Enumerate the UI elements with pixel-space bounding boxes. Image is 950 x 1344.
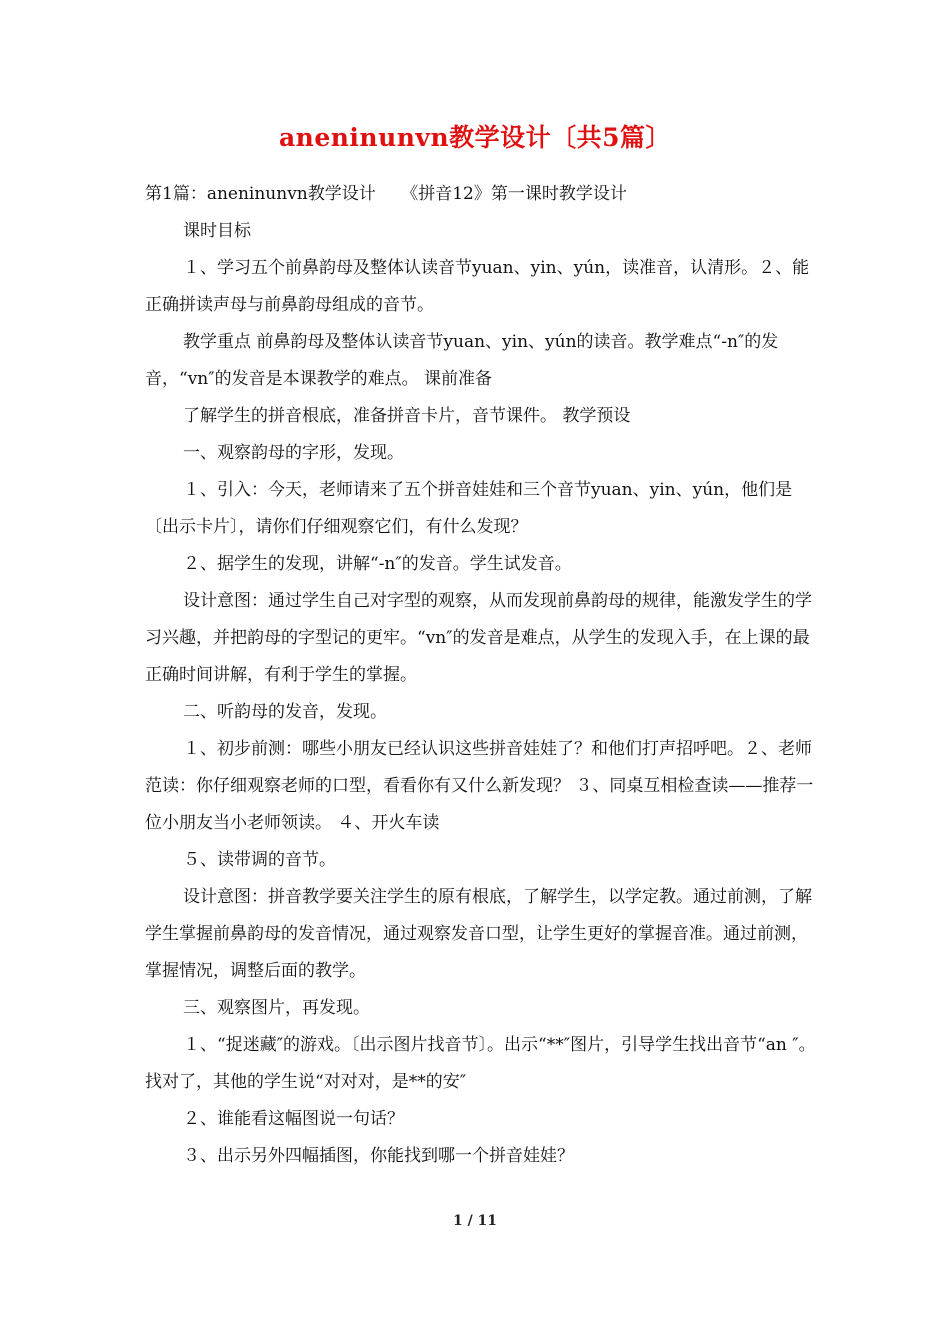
page-number: 1 / 11 (452, 1213, 498, 1229)
paragraph: ２、据学生的发现，讲解“-n″的发音。学生试发音。 (183, 554, 572, 574)
paragraph: ５、读带调的音节。 (183, 850, 336, 870)
paragraph: 第1篇：aneninunvn教学设计 《拼音12》第一课时教学设计 (145, 184, 627, 204)
paragraph: １、引入：今天，老师请来了五个拼音娃娃和三个音节yuan、yin、yún，他们是〔出示卡片〕，请你们仔细观察它们，有什么发现？ (145, 480, 793, 537)
paragraph: １、初步前测：哪些小朋友已经认识这些拼音娃娃了？和他们打声招呼吧。２、老师范读：你仔细观察老师的口型，看看你有又什么新发现？ ３、同桌互相检查读——推荐一位小朋友当小老师领读。 ４、开火车读 (145, 739, 814, 833)
paragraph: １、学习五个前鼻韵母及整体认读音节yuan、yin、yún，读准音，认清形。２、能正确拼读声母与前鼻韵母组成的音节。 (145, 258, 810, 315)
paragraph: 二、听韵母的发音，发现。 (183, 702, 387, 722)
paragraph: 三、观察图片，再发现。 (183, 998, 370, 1018)
document-title: aneninunvn教学设计〔共5篇〕 (278, 123, 672, 152)
paragraph: 了解学生的拼音根底，准备拼音卡片，音节课件。 教学预设 (183, 406, 631, 426)
paragraph: ３、出示另外四幅插图，你能找到哪一个拼音娃娃？ (183, 1146, 574, 1166)
paragraph: ２、谁能看这幅图说一句话？ (183, 1109, 404, 1129)
paragraph: １、“捉迷藏″的游戏。〔出示图片找音节〕。出示“**″图片，引导学生找出音节“an ″。找对了，其他的学生说“对对对，是**的安″ (145, 1035, 816, 1092)
paragraph: 设计意图：拼音教学要关注学生的原有根底，了解学生，以学定教。通过前测，了解学生掌握前鼻韵母的发音情况，通过观察发音口型，让学生更好的掌握音准。通过前测，掌握情况，调整后面的教学。 (145, 887, 812, 981)
paragraph: 一、观察韵母的字形，发现。 (183, 443, 404, 463)
paragraph: 课时目标 (183, 221, 251, 241)
paragraph: 设计意图：通过学生自己对字型的观察，从而发现前鼻韵母的规律，能激发学生的学习兴趣，并把韵母的字型记的更牢。“vn″的发音是难点，从学生的发现入手，在上课的最正确时间讲解，有利于学生的掌握。 (145, 591, 812, 685)
paragraph: 教学重点 前鼻韵母及整体认读音节yuan、yin、yún的读音。教学难点“-n″的发音，“vn″的发音是本课教学的难点。 课前准备 (145, 332, 779, 389)
document-body (145, 176, 817, 1175)
